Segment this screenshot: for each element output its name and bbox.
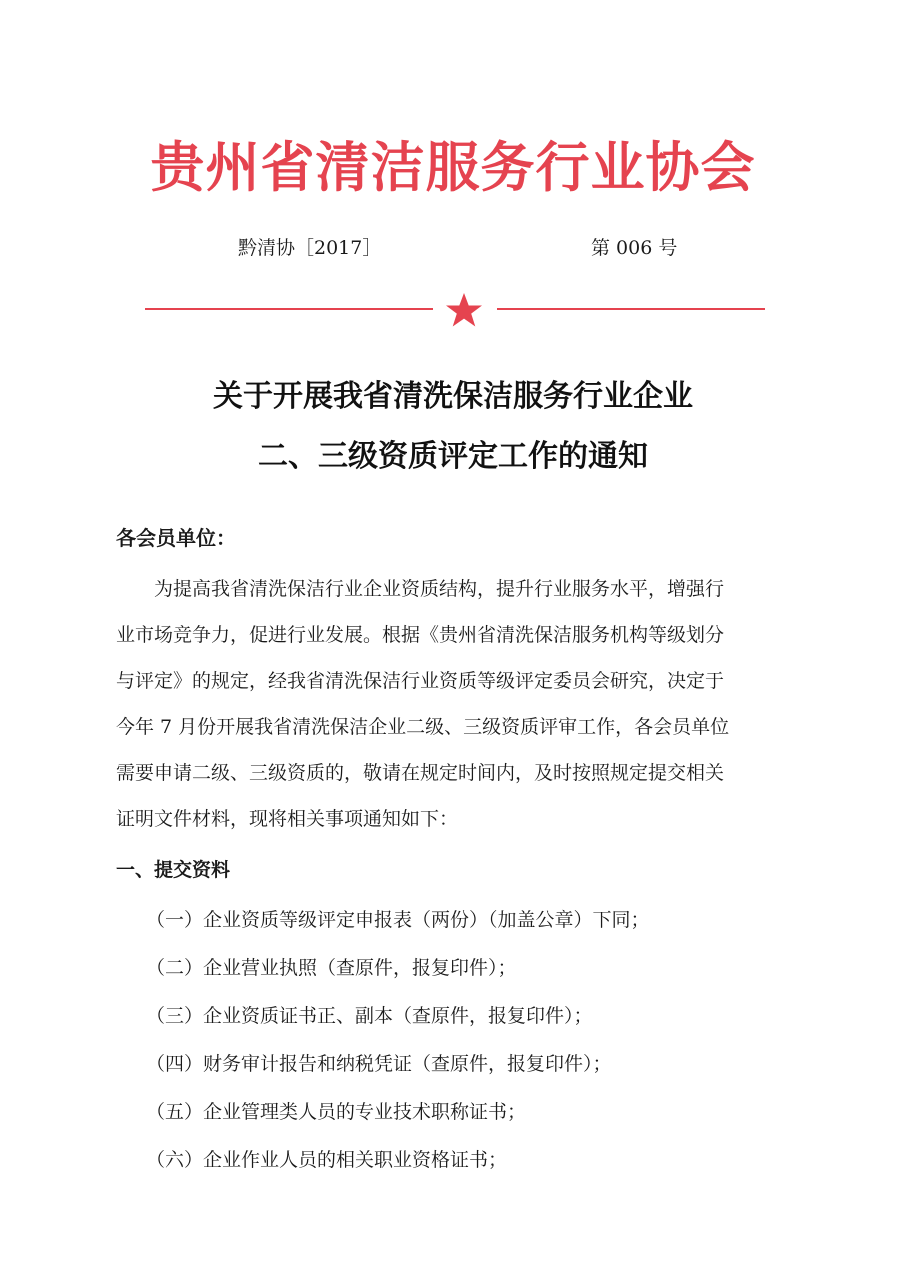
body-line: 为提高我省清洗保洁行业企业资质结构，提升行业服务水平，增强行	[116, 578, 725, 600]
letterhead-org-name: 贵州省清洁服务行业协会	[150, 136, 756, 199]
letterhead-divider-right	[497, 308, 765, 310]
list-item: （二）企业营业执照（查原件，报复印件）；	[146, 957, 517, 979]
notice-title-line-1: 关于开展我省清洗保洁服务行业企业	[213, 379, 693, 414]
document-serial: 第 006 号	[591, 237, 678, 259]
materials-list	[146, 900, 806, 1188]
list-item: （六）企业作业人员的相关职业资格证书；	[146, 1149, 508, 1171]
document-number-row	[0, 232, 906, 264]
notice-title-line-2: 二、三级资质评定工作的通知	[258, 439, 648, 474]
body-line: 需要申请二级、三级资质的，敬请在规定时间内，及时按照规定提交相关	[116, 762, 725, 784]
list-item: （五）企业管理类人员的专业技术职称证书；	[146, 1101, 527, 1123]
list-item: （三）企业资质证书正、副本（查原件，报复印件）；	[146, 1005, 593, 1027]
salutation: 各会员单位：	[116, 526, 236, 550]
list-item: （一）企业资质等级评定申报表（两份）（加盖公章）下同；	[146, 909, 650, 931]
body-line: 业市场竞争力，促进行业发展。根据《贵州省清洗保洁服务机构等级划分	[116, 624, 725, 646]
body-line: 证明文件材料，现将相关事项通知如下：	[116, 808, 459, 830]
section-heading-submit-materials: 一、提交资料	[116, 859, 231, 881]
body-paragraph	[116, 566, 806, 842]
document-code: 黔清协［2017］	[238, 237, 382, 259]
letterhead-divider-left	[145, 308, 433, 310]
red-star-icon	[444, 290, 484, 330]
body-line: 与评定》的规定，经我省清洗保洁行业资质等级评定委员会研究，决定于	[116, 670, 725, 692]
list-item: （四）财务审计报告和纳税凭证（查原件，报复印件）；	[146, 1053, 612, 1075]
body-line: 今年 7 月份开展我省清洗保洁企业二级、三级资质评审工作，各会员单位	[116, 716, 730, 738]
